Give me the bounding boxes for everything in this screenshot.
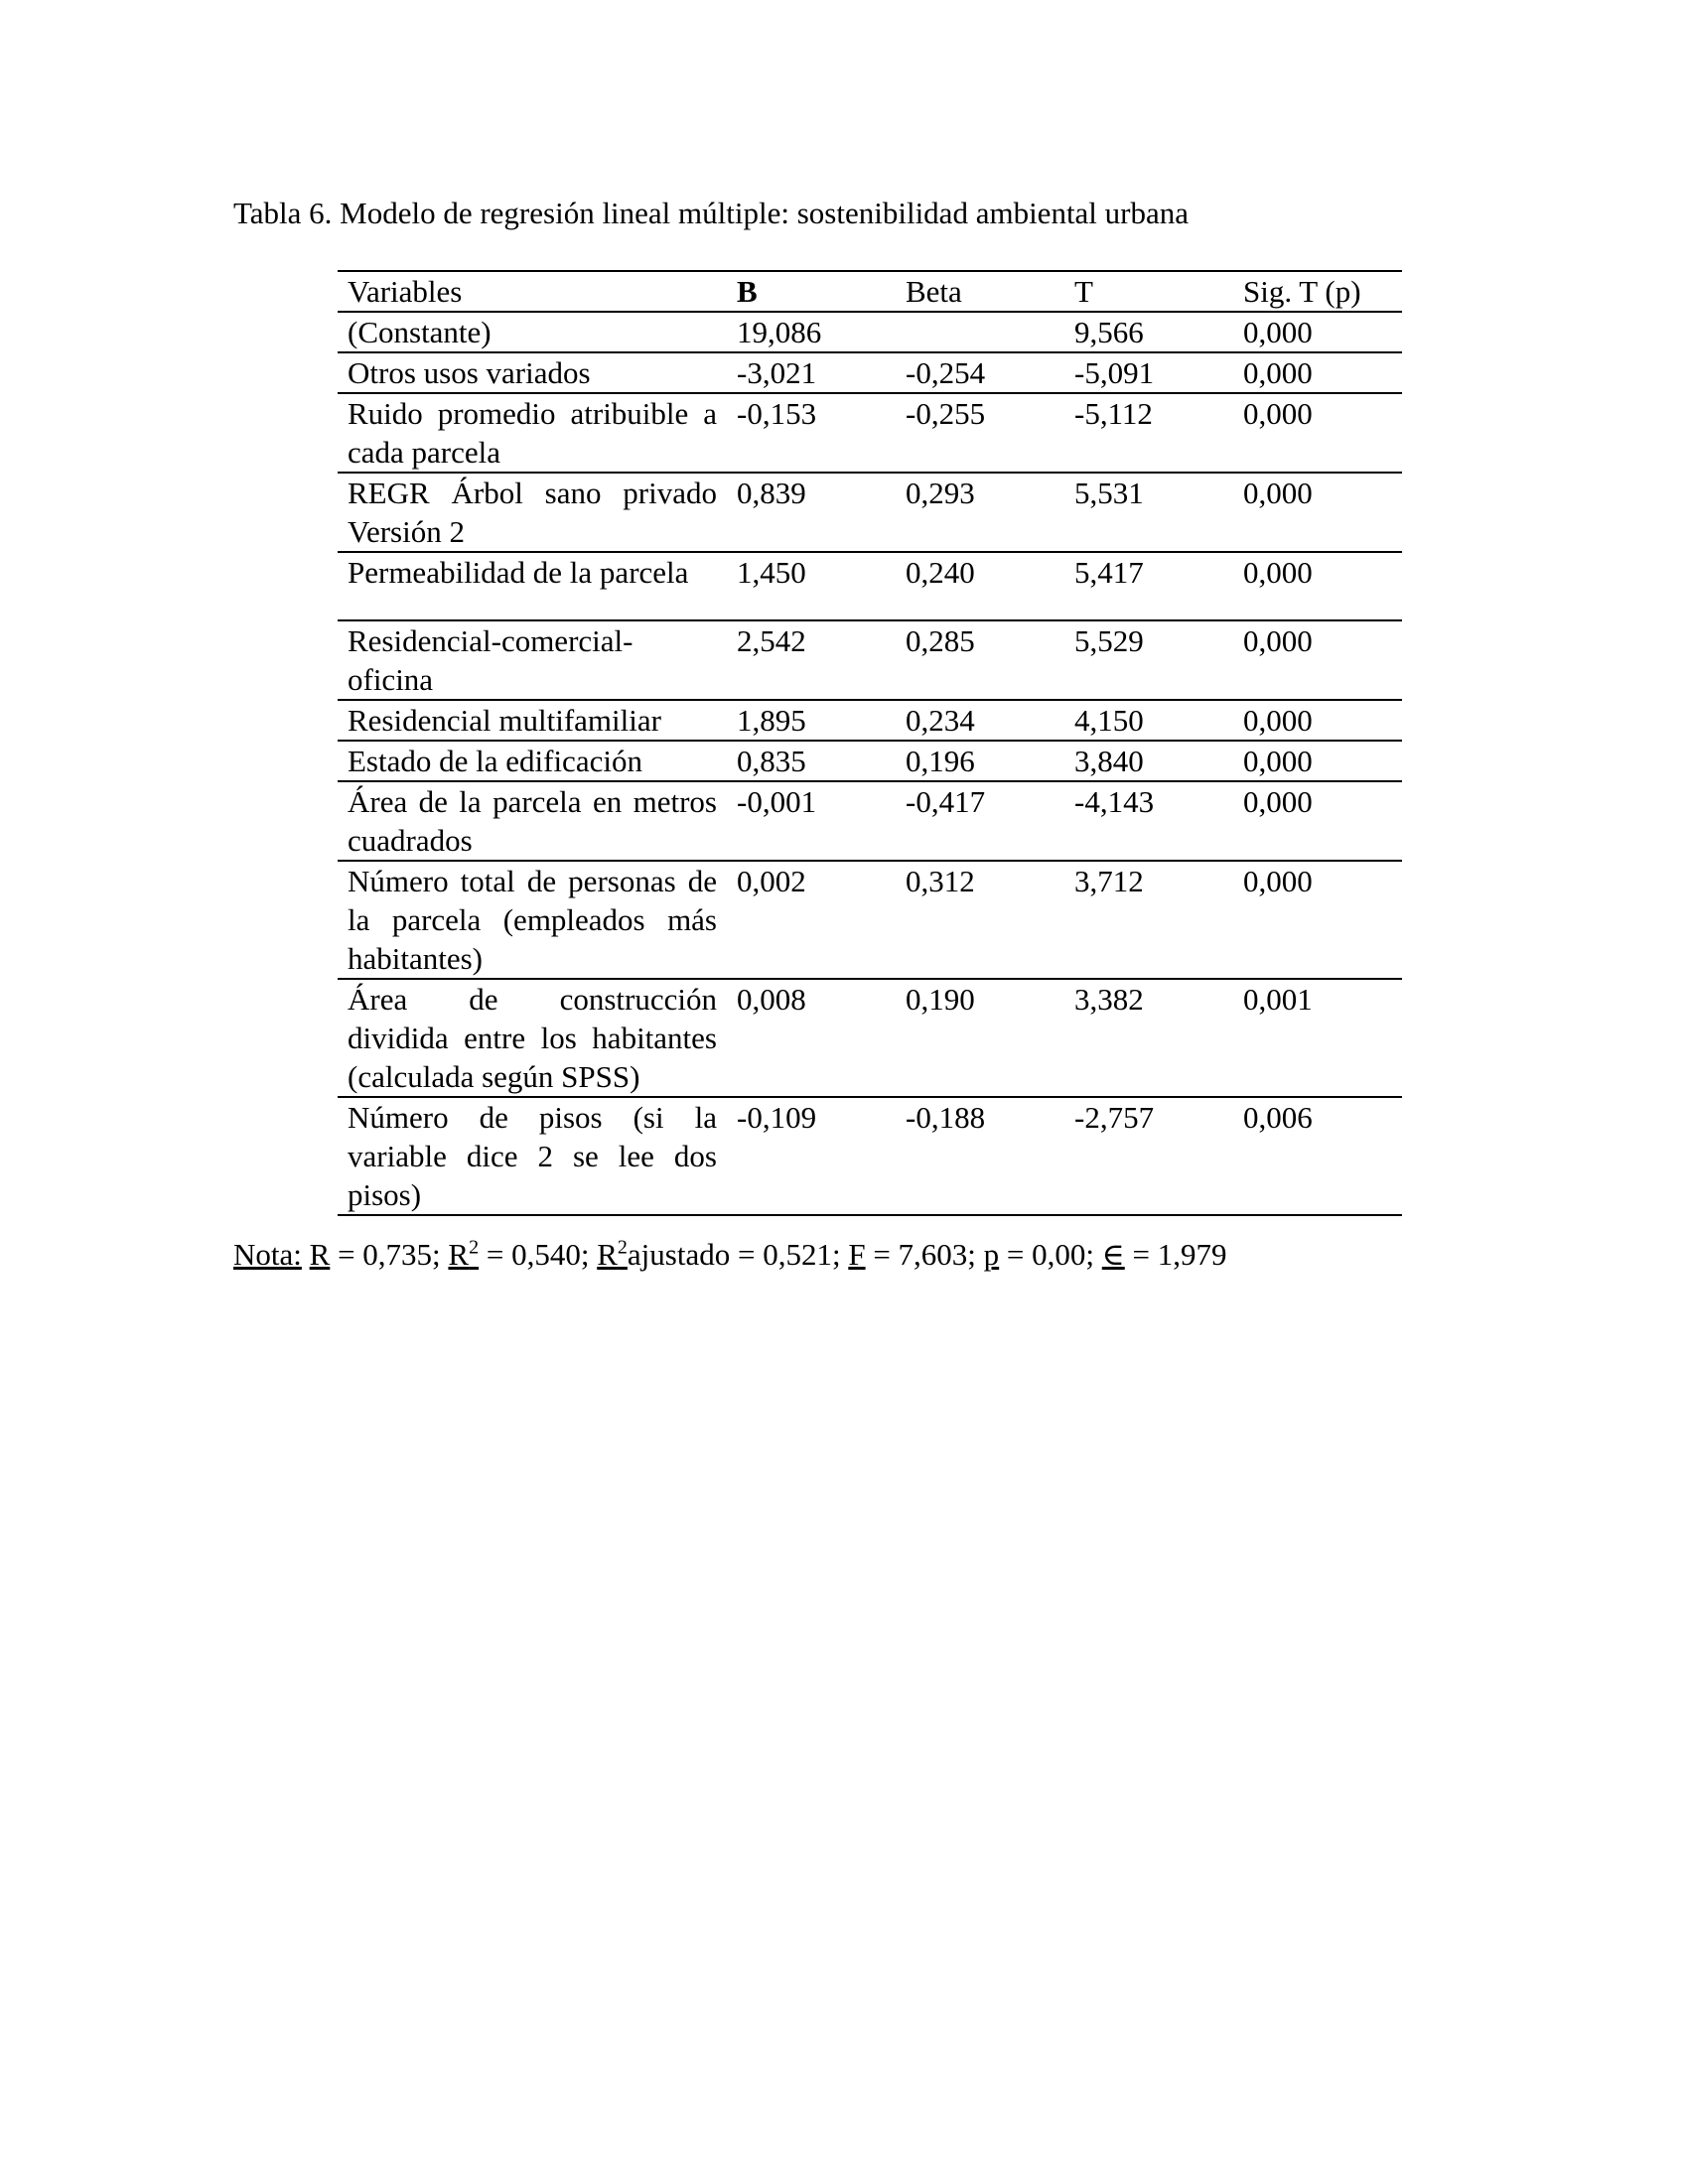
cell-t: 9,566	[1064, 312, 1233, 352]
cell-beta: 0,285	[896, 620, 1064, 700]
cell-t: 5,417	[1064, 552, 1233, 620]
note-r2adj-symbol	[597, 1237, 628, 1272]
table-row	[338, 1097, 1402, 1215]
cell-beta: -0,255	[896, 393, 1064, 473]
cell-b: -0,153	[727, 393, 896, 473]
cell-t: 4,150	[1064, 700, 1233, 741]
table-note	[233, 1235, 1226, 1275]
cell-beta: 0,293	[896, 473, 1064, 552]
cell-t: -2,757	[1064, 1097, 1233, 1215]
cell-b: 2,542	[727, 620, 896, 700]
cell-sig: 0,000	[1233, 781, 1402, 861]
cell-variable: Ruido promedio atribuible a cada parcela	[338, 393, 727, 473]
cell-t: 5,531	[1064, 473, 1233, 552]
cell-t: -4,143	[1064, 781, 1233, 861]
cell-beta: -0,417	[896, 781, 1064, 861]
cell-sig: 0,000	[1233, 700, 1402, 741]
cell-t: 3,382	[1064, 979, 1233, 1097]
header-beta: Beta	[896, 271, 1064, 312]
note-p-symbol: p	[983, 1237, 1000, 1272]
note-r2adj-letter: R	[597, 1237, 618, 1272]
note-epsilon-symbol: ∈	[1101, 1237, 1125, 1272]
cell-b: -0,109	[727, 1097, 896, 1215]
table-row	[338, 781, 1402, 861]
table-row	[338, 979, 1402, 1097]
cell-variable: Residencial-comercial-oficina	[338, 620, 727, 700]
cell-sig: 0,001	[1233, 979, 1402, 1097]
cell-beta: 0,190	[896, 979, 1064, 1097]
table-row	[338, 741, 1402, 781]
cell-beta: -0,254	[896, 352, 1064, 393]
cell-b: 0,835	[727, 741, 896, 781]
cell-beta: -0,188	[896, 1097, 1064, 1215]
note-r-symbol: R	[309, 1237, 331, 1272]
cell-variable: Área de construcción dividida entre los habitantes (calculada según SPSS)	[338, 979, 727, 1097]
cell-sig: 0,006	[1233, 1097, 1402, 1215]
cell-t: 3,840	[1064, 741, 1233, 781]
table-row	[338, 552, 1402, 620]
cell-b: 19,086	[727, 312, 896, 352]
table-row	[338, 473, 1402, 552]
cell-b: -3,021	[727, 352, 896, 393]
header-b: B	[727, 271, 896, 312]
header-sig: Sig. T (p)	[1233, 271, 1402, 312]
cell-sig: 0,000	[1233, 473, 1402, 552]
cell-beta: 0,196	[896, 741, 1064, 781]
cell-b: 0,839	[727, 473, 896, 552]
note-r2adj-value: ajustado = 0,521;	[627, 1237, 841, 1272]
note-r-value: = 0,735;	[338, 1237, 441, 1272]
header-variables: Variables	[338, 271, 727, 312]
cell-variable: Área de la parcela en metros cuadrados	[338, 781, 727, 861]
cell-t: 5,529	[1064, 620, 1233, 700]
regression-table	[338, 270, 1402, 1216]
cell-variable: Número de pisos (si la variable dice 2 se lee dos pisos)	[338, 1097, 727, 1215]
note-f-symbol: F	[848, 1237, 866, 1272]
cell-variable: Estado de la edificación	[338, 741, 727, 781]
table-row	[338, 352, 1402, 393]
note-label: Nota:	[233, 1237, 302, 1272]
cell-variable: Otros usos variados	[338, 352, 727, 393]
table-row	[338, 700, 1402, 741]
table-row	[338, 393, 1402, 473]
note-r2-superscript: 2	[469, 1236, 480, 1259]
table-row	[338, 312, 1402, 352]
note-p-value: = 0,00;	[1006, 1237, 1095, 1272]
cell-beta: 0,312	[896, 861, 1064, 979]
cell-sig: 0,000	[1233, 552, 1402, 620]
cell-b: 0,008	[727, 979, 896, 1097]
cell-variable: Residencial multifamiliar	[338, 700, 727, 741]
cell-sig: 0,000	[1233, 312, 1402, 352]
cell-beta	[896, 312, 1064, 352]
table-header-row	[338, 271, 1402, 312]
cell-variable: Número total de personas de la parcela (empleados más habitantes)	[338, 861, 727, 979]
note-r2-letter: R	[448, 1237, 470, 1272]
note-epsilon-value: = 1,979	[1132, 1237, 1227, 1272]
note-f-value: = 7,603;	[873, 1237, 976, 1272]
cell-sig: 0,000	[1233, 352, 1402, 393]
cell-t: -5,112	[1064, 393, 1233, 473]
table-row	[338, 620, 1402, 700]
cell-b: -0,001	[727, 781, 896, 861]
cell-b: 0,002	[727, 861, 896, 979]
cell-sig: 0,000	[1233, 393, 1402, 473]
table-row	[338, 861, 1402, 979]
cell-variable: Permeabilidad de la parcela	[338, 552, 727, 620]
header-t: T	[1064, 271, 1233, 312]
cell-sig: 0,000	[1233, 741, 1402, 781]
table-caption: Tabla 6. Modelo de regresión lineal múltiple: sostenibilidad ambiental urbana	[233, 196, 1190, 230]
cell-variable: REGR Árbol sano privado Versión 2	[338, 473, 727, 552]
cell-sig: 0,000	[1233, 620, 1402, 700]
note-r2-symbol	[448, 1237, 479, 1272]
cell-t: -5,091	[1064, 352, 1233, 393]
cell-beta: 0,240	[896, 552, 1064, 620]
cell-sig: 0,000	[1233, 861, 1402, 979]
cell-beta: 0,234	[896, 700, 1064, 741]
cell-variable: (Constante)	[338, 312, 727, 352]
note-r2-value: = 0,540;	[486, 1237, 590, 1272]
cell-b: 1,895	[727, 700, 896, 741]
cell-t: 3,712	[1064, 861, 1233, 979]
cell-b: 1,450	[727, 552, 896, 620]
note-r2adj-superscript: 2	[617, 1236, 628, 1259]
